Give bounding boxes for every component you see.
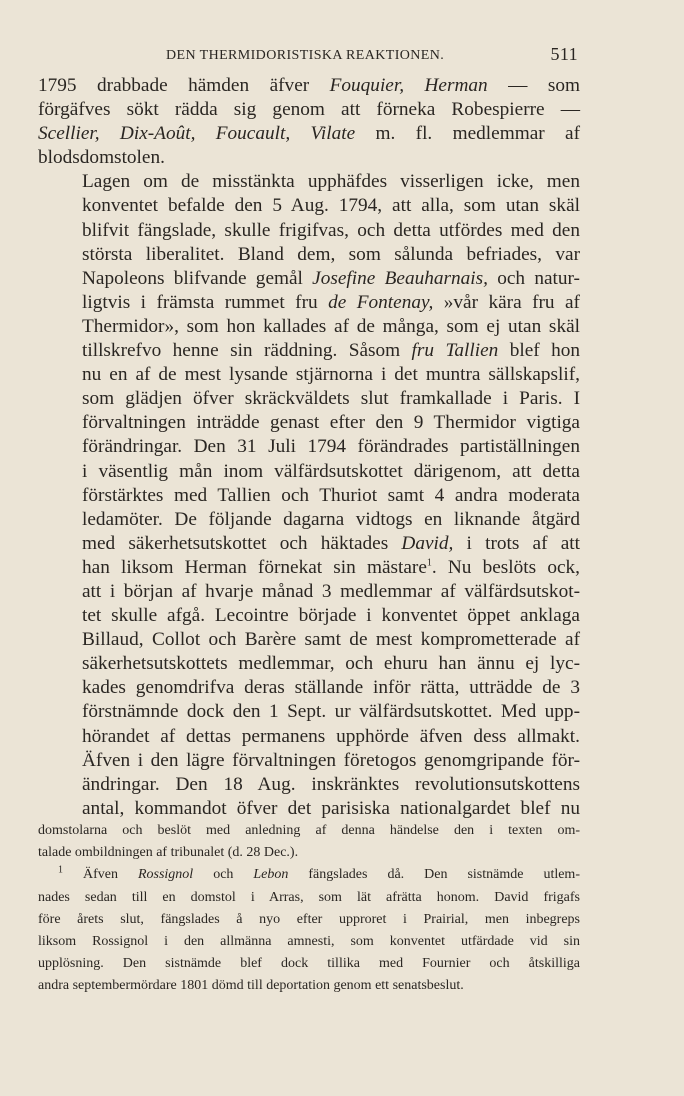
text-run: konventet befalde den 5 Aug. 1794, att alla, som utan skäl [82, 195, 580, 217]
text-run: nu en af de mest lysande stjärnorna i det muntra sällskapslif, [82, 364, 580, 386]
text-run: som glädjen öfver skräckväldets slut framkallade i Paris. I [82, 388, 580, 410]
italic-text: Lebon [253, 867, 289, 883]
paragraph2-line [38, 676, 580, 700]
text-run: Thermidor», som hon kallades af de många, som ej utan skäl [82, 315, 580, 337]
paragraph2-line [38, 652, 580, 676]
text-run: förstärktes med Tallien och Thuriot samt 4 andra moderata [82, 484, 580, 506]
text-run: Äfven i den lägre förvaltningen företogos genomgripande för- [82, 749, 580, 771]
paragraph2-line [38, 460, 580, 484]
paragraph2-line [38, 435, 580, 459]
text-run: »vår kära fru af [433, 291, 580, 313]
footnotes-line [38, 820, 580, 842]
text-run: i väsentlig mån inom välfärdsutskottet därigenom, att detta [82, 460, 580, 482]
text-run: och natur- [487, 267, 580, 289]
paragraph1-line [38, 146, 580, 170]
text-run: Napoleons blifvande gemål [82, 267, 313, 289]
text-run: säkerhetsutskottets medlemmar, och ehuru han ännu ej lyc- [82, 653, 580, 675]
text-run: och [193, 867, 254, 883]
paragraph2-line [38, 170, 580, 194]
paragraph2-line [38, 532, 580, 556]
paragraph2-line [38, 628, 580, 652]
text-run: största liberalitet. Bland dem, som sålunda befriades, var [82, 243, 580, 265]
text-run: talade ombildningen af tribunalet (d. 28 Dec.). [38, 845, 299, 861]
paragraph2-line [38, 315, 580, 339]
paragraph2-line [38, 411, 580, 435]
italic-text: Rossignol [137, 867, 194, 883]
paragraph2-line [38, 725, 580, 749]
paragraph2-line [38, 194, 580, 218]
footnotes-line [38, 953, 580, 975]
text-run: blifvit fängslade, skulle frigifvas, och detta utfördes med den [82, 219, 580, 241]
paragraph1-line [38, 122, 580, 146]
text-run: upplösning. Den sistnämde blef dock tillika med Fournier och åtskilliga [38, 956, 580, 972]
text-run: ledamöter. De följande dagarna vidtogs en liknande åtgärd [82, 508, 580, 530]
main-text [38, 74, 580, 821]
text-run: Lagen om de misstänkta upphäfdes visserligen icke, men [82, 171, 580, 193]
italic-text: de Fontenay, [328, 291, 434, 313]
footnotes-line [38, 864, 580, 886]
text-run: Billaud, Collot och Barère samt de mest komprometterade af [82, 629, 580, 651]
italic-text: David, [401, 532, 454, 554]
paragraph-2 [38, 170, 580, 821]
text-run: antal, kommandot öfver det parisiska nationalgardet blef nu [82, 797, 580, 819]
paragraph2-line [38, 387, 580, 411]
text-run: 1795 drabbade hämden äfver [38, 75, 330, 96]
paragraph1-line [38, 98, 580, 122]
text-run: m. fl. medlemmar af [355, 123, 581, 145]
text-run: blef hon [498, 340, 580, 362]
running-header [40, 44, 578, 70]
footnotes-line [38, 887, 580, 909]
text-run: — som [487, 75, 580, 96]
text-run: Äfven [63, 867, 138, 883]
text-run: förstnämnde dock den 1 Sept. ur välfärdsutskottet. Med upp- [82, 701, 580, 723]
page-number: 511 [550, 44, 578, 64]
paragraph2-line [38, 556, 580, 580]
text-run: med säkerhetsutskottet och häktades [82, 532, 402, 554]
paragraph2-line [38, 291, 580, 315]
text-run: han liksom Herman förnekat sin mästare [82, 556, 427, 578]
paragraph2-line [38, 363, 580, 387]
italic-text: Scellier, Dix-Août, Foucault, Vilate [38, 123, 356, 145]
text-run: tillskrefvo henne sin räddning. Såsom [82, 340, 412, 362]
text-run: ändringar. Den 18 Aug. inskränktes revolutionsutskottens [82, 773, 580, 795]
text-run: nades sedan till en domstol i Arras, som lät afrätta honom. David frigafs [38, 889, 580, 905]
text-run: i trots af att [453, 532, 580, 554]
paragraph2-line [38, 773, 580, 797]
paragraph2-line [38, 219, 580, 243]
text-run: liksom Rossignol i den allmänna amnesti, som konventet utfärdade vid sin [38, 934, 580, 950]
text-run: . Nu beslöts ock, [431, 556, 580, 578]
paragraph1-line [38, 74, 580, 98]
text-run: ligtvis i främsta rummet fru [82, 291, 329, 313]
text-run: tet skulle afgå. Lecointre började i konventet öppet anklaga [82, 605, 580, 627]
paragraph2-line [38, 604, 580, 628]
text-run: förvaltningen inträdde genast efter den 9 Thermidor vigtiga [82, 412, 580, 434]
paragraph2-line [38, 797, 580, 821]
footnotes-line [38, 975, 580, 997]
text-run: kades genomdrifva deras ställande inför rätta, utträdde de 3 [82, 677, 580, 699]
paragraph2-line [38, 700, 580, 724]
footnote-mark: 1 [426, 557, 432, 569]
paragraph2-line [38, 580, 580, 604]
paragraph2-line [38, 749, 580, 773]
paragraph2-line [38, 484, 580, 508]
italic-text: Fouquier, Herman [329, 75, 488, 96]
text-run: andra septembermördare 1801 dömd till deportation genom ett senatsbeslut. [38, 978, 464, 994]
text-run: förändringar. Den 31 Juli 1794 förändrades partiställningen [82, 436, 580, 458]
italic-text: fru Tallien [411, 340, 499, 362]
paragraph2-line [38, 339, 580, 363]
paragraph2-line [38, 267, 580, 291]
paragraph-1 [38, 74, 580, 170]
italic-text: Josefine Beauharnais, [312, 267, 488, 289]
text-run: att i början af hvarje månad 3 medlemmar af välfärdsutskot- [82, 580, 580, 602]
footnotes-line [38, 909, 580, 931]
footnote-mark: 1 [58, 864, 63, 876]
text-run: före årets slut, fängslades å nyo efter upproret i Prairial, men inbegreps [38, 911, 580, 927]
paragraph2-line [38, 508, 580, 532]
running-title: DEN THERMIDORISTISKA REAKTIONEN. [166, 48, 445, 63]
text-run: domstolarna och beslöt med anledning af denna händelse den i texten om- [38, 823, 580, 838]
footnotes-line [38, 842, 580, 864]
text-run: fängslades då. Den sistnämde utlem- [288, 867, 580, 883]
footnotes-line [38, 931, 580, 953]
footnotes [38, 820, 580, 998]
paragraph2-line [38, 243, 580, 267]
text-run: hörandet af dettas permanens upphörde äfven dess allmakt. [82, 725, 580, 747]
text-run: förgäfves sökt rädda sig genom att förneka Robespierre — [38, 99, 580, 121]
text-run: blodsdomstolen. [38, 147, 165, 169]
